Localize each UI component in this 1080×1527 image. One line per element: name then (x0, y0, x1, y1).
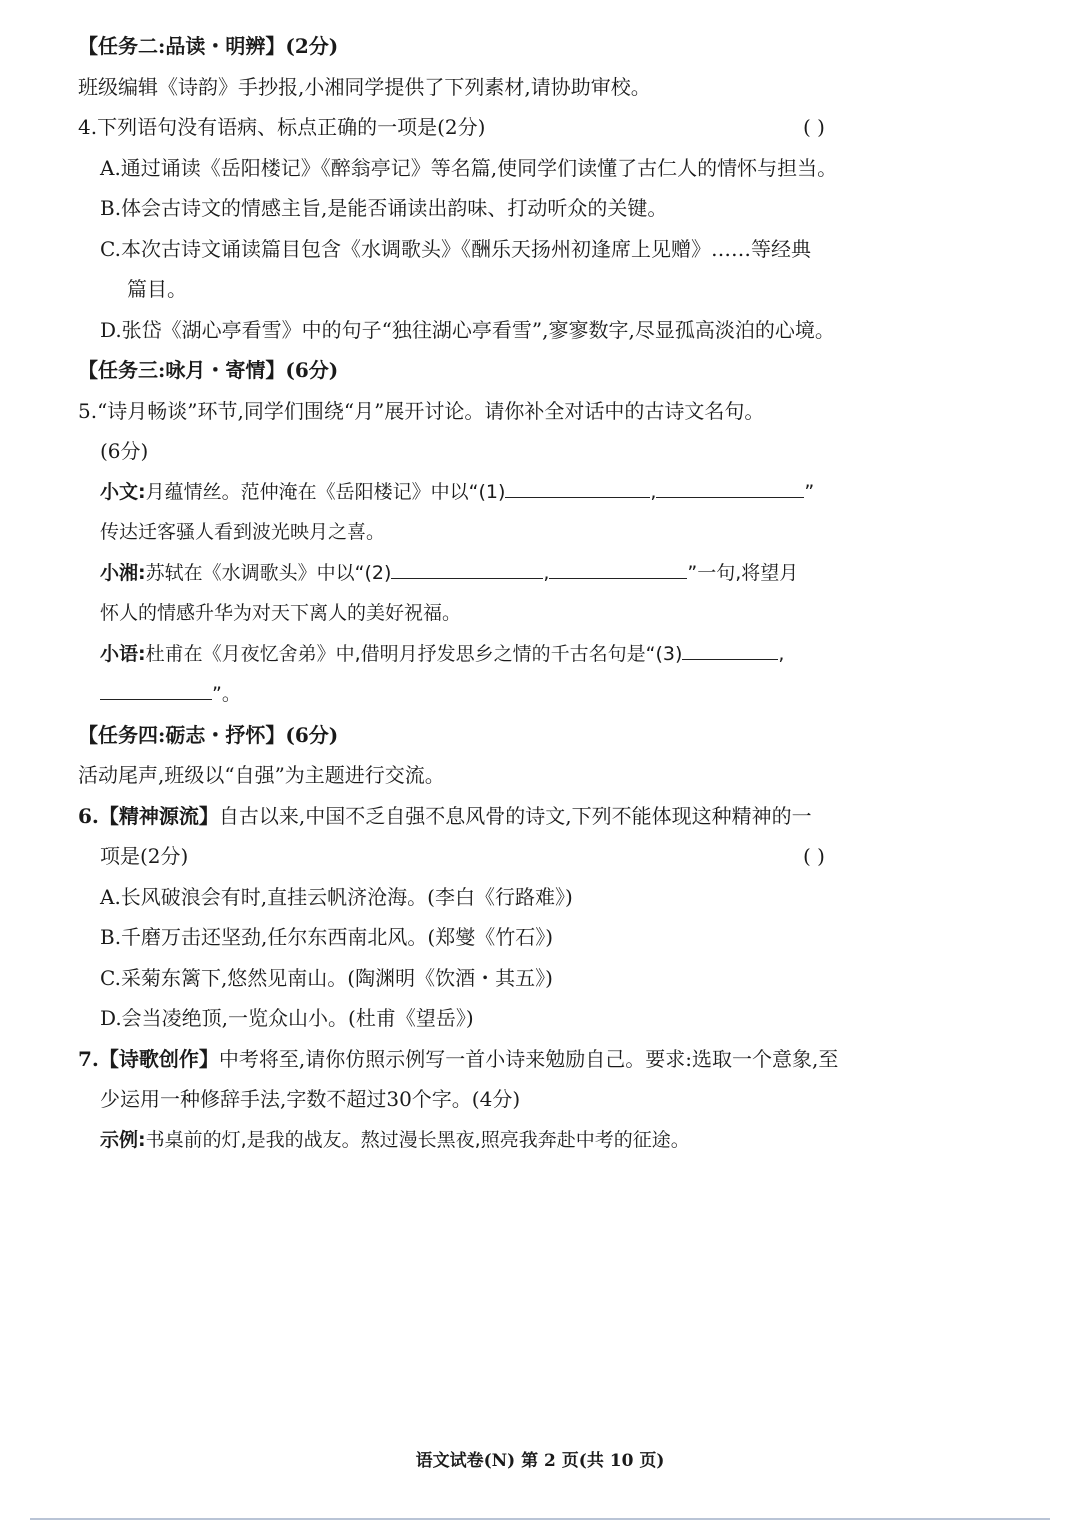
page-footer: 语文试卷(N) 第 2 页(共 10 页) (415, 1451, 665, 1471)
speaker-xiaowen: 小文: (100, 481, 146, 503)
q4-option-c-line1: C.本次古诗文诵读篇目包含《水调歌头》《酬乐天扬州初逢席上见赠》……等经典 (100, 237, 811, 261)
question-6: 6.【精神源流】自古以来,中国不乏自强不息风骨的诗文,下列不能体现这种精神的一 (78, 804, 812, 828)
blank-2a[interactable] (391, 560, 543, 579)
bottom-divider (30, 1518, 1050, 1520)
q6-option-d: D.会当凌绝顶,一览众山小。(杜甫《望岳》) (100, 1006, 474, 1030)
q6-option-c: C.采菊东篱下,悠然见南山。(陶渊明《饮酒・其五》) (100, 966, 553, 990)
q4-option-c-line2: 篇目。 (127, 277, 187, 301)
question-7: 7.【诗歌创作】中考将至,请你仿照示例写一首小诗来勉励自己。要求:选取一个意象,至 (78, 1047, 839, 1071)
task2-intro: 班级编辑《诗韵》手抄报,小湘同学提供了下列素材,请协助审校。 (78, 75, 651, 99)
blank-1a[interactable] (505, 479, 650, 498)
q6-option-b: B.千磨万击还坚劲,任尔东西南北风。(郑燮《竹石》) (100, 925, 554, 949)
speaker-xiaoxiang: 小湘: (100, 562, 146, 584)
q7-tag: 7.【诗歌创作】 (78, 1047, 219, 1071)
blank-3a[interactable] (682, 641, 778, 660)
dialogue-xiaoyu-cont: ”。 (100, 681, 865, 707)
dialogue-xiaowen-cont: 传达迁客骚人看到波光映月之喜。 (100, 521, 386, 543)
question-5-score: (6分) (100, 439, 149, 463)
dialogue-xiaowen: 小文:月蕴情丝。范仲淹在《岳阳楼记》中以“(1) , ” (100, 481, 815, 503)
dialogue-xiaoxiang-cont: 怀人的情感升华为对天下离人的美好祝福。 (100, 602, 462, 624)
dialogue-xiaoyu: 小语:杜甫在《月夜忆舍弟》中,借明月抒发思乡之情的千古名句是“(3) , (100, 643, 785, 665)
dialogue-xiaoxiang: 小湘:苏轼在《水调歌头》中以“(2) , ”一句,将望月 (100, 562, 799, 584)
question-5: 5.“诗月畅谈”环节,同学们围绕“月”展开讨论。请你补全对话中的古诗文名句。 (78, 399, 765, 423)
q6-option-a: A.长风破浪会有时,直挂云帆济沧海。(李白《行路难》) (100, 885, 573, 909)
blank-3b[interactable] (100, 681, 212, 700)
answer-parentheses-q6: ( ) (803, 844, 825, 868)
question-7-cont: 少运用一种修辞手法,字数不超过30个字。(4分) (100, 1087, 521, 1111)
question-6-cont: 项是(2分) (100, 844, 189, 868)
task2-header: 【任务二:品读・明辨】(2分) (78, 34, 339, 58)
question-4: 4.下列语句没有语病、标点正确的一项是(2分) (78, 115, 486, 139)
task4-intro: 活动尾声,班级以“自强”为主题进行交流。 (78, 763, 445, 787)
task4-header: 【任务四:砺志・抒怀】(6分) (78, 723, 339, 747)
answer-parentheses-q4: ( ) (803, 115, 825, 139)
q6-tag: 6.【精神源流】 (78, 804, 219, 828)
blank-1b[interactable] (656, 479, 804, 498)
speaker-xiaoyu: 小语: (100, 643, 146, 665)
q4-option-d: D.张岱《湖心亭看雪》中的句子“独往湖心亭看雪”,寥寥数字,尽显孤高淡泊的心境。 (100, 318, 835, 342)
q4-option-b: B.体会古诗文的情感主旨,是能否诵读出韵味、打动听众的关键。 (100, 196, 668, 220)
blank-2b[interactable] (549, 560, 687, 579)
task3-header: 【任务三:咏月・寄情】(6分) (78, 358, 339, 382)
q4-option-a: A.通过诵读《岳阳楼记》《醉翁亭记》等名篇,使同学们读懂了古仁人的情怀与担当。 (100, 156, 838, 180)
q7-example: 示例:书桌前的灯,是我的战友。熬过漫长黑夜,照亮我奔赴中考的征途。 (100, 1129, 690, 1151)
example-label: 示例: (100, 1129, 146, 1151)
